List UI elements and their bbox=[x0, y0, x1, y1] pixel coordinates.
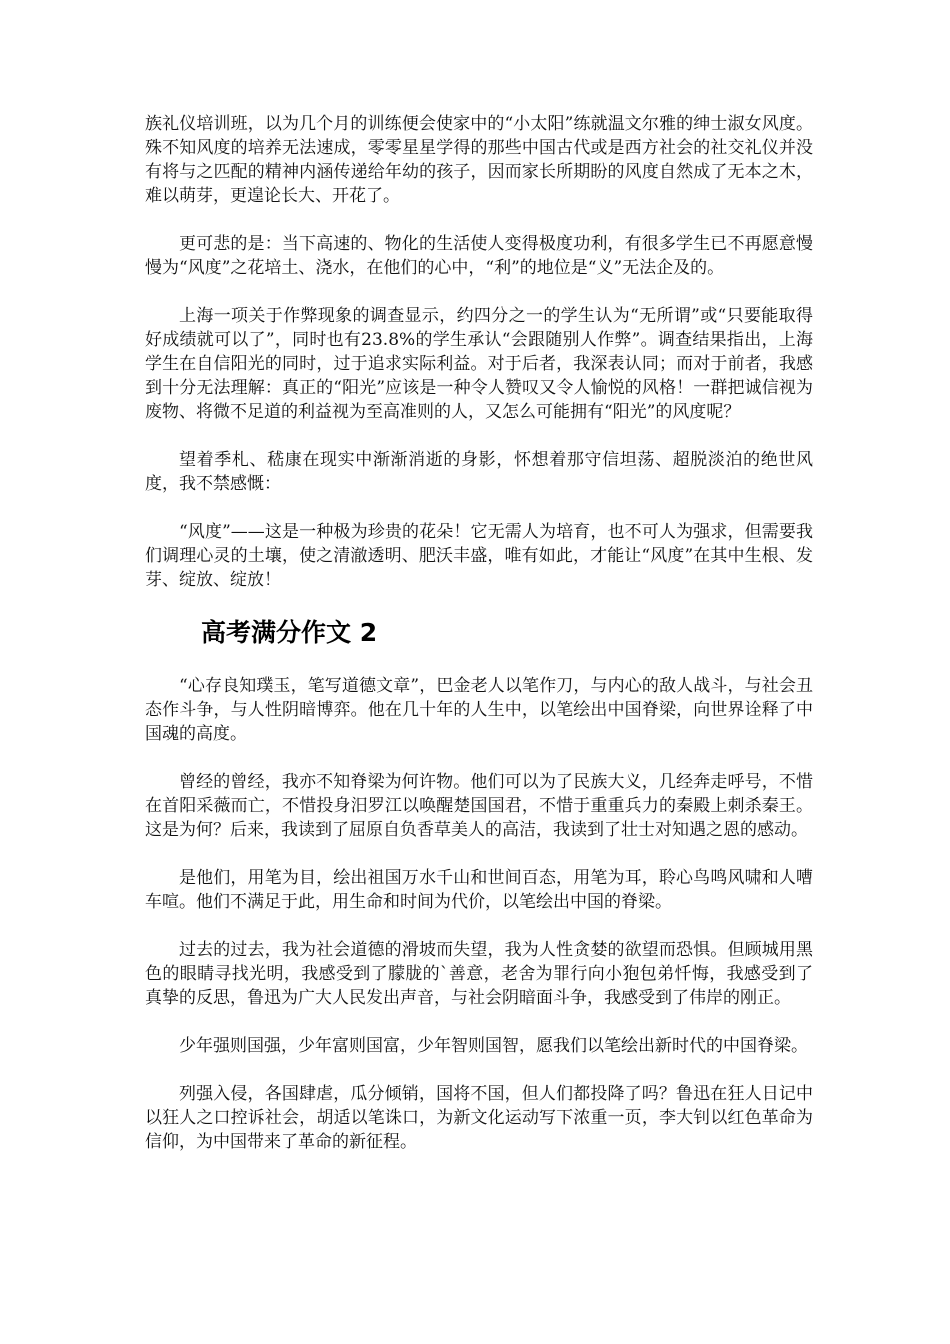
paragraph: “风度”——这是一种极为珍贵的花朵！它无需人为培育，也不可人为强求，但需要我们调理心灵的土壤，使之清澈透明、肥沃丰盛，唯有如此，才能让“风度”在其中生根、发芽、绽放、绽放！ bbox=[145, 522, 813, 590]
paragraph: 少年强则国强，少年富则国富，少年智则国智，愿我们以笔绘出新时代的中国脊梁。 bbox=[179, 1036, 808, 1056]
paragraph: 上海一项关于作弊现象的调查显示，约四分之一的学生认为“无所谓”或“只要能取得好成绩就可以了”，同时也有23.8%的学生承认“会跟随别人作弊”。调查结果指出，上海学生在自信阳光的同时，过于追求实际利益。对于后者，我深表认同；而对于前者，我感到十分无法理解：真正的“阳光”应该是一种令人赞叹又令人愉悦的风格！一群把诚信视为废物、将微不足道的利益视为至高准则的人，又怎么可能拥有“阳光”的风度呢？ bbox=[145, 306, 813, 422]
paragraph: 曾经的曾经，我亦不知脊梁为何许物。他们可以为了民族大义，几经奔走呼号，不惜在首阳采薇而亡，不惜投身汨罗江以唤醒楚国国君，不惜于重重兵力的秦殿上刺杀秦王。这是为何？后来，我读到了屈原自负香草美人的高洁，我读到了壮士对知遇之恩的感动。 bbox=[145, 772, 813, 840]
document-page bbox=[145, 112, 813, 1178]
paragraph: 列强入侵，各国肆虐，瓜分倾销，国将不国，但人们都投降了吗？鲁迅在狂人日记中以狂人之口控诉社会，胡适以笔诛口，为新文化运动写下浓重一页，李大钊以红色革命为信仰，为中国带来了革命的新征程。 bbox=[145, 1084, 813, 1152]
paragraph: 望着季札、嵇康在现实中渐渐消逝的身影，怀想着那守信坦荡、超脱淡泊的绝世风度，我不禁感慨： bbox=[145, 450, 813, 494]
paragraph: 族礼仪培训班，以为几个月的训练便会使家中的“小太阳”练就温文尔雅的绅士淑女风度。殊不知风度的培养无法速成，零零星星学得的那些中国古代或是西方社会的社交礼仪并没有将与之匹配的精神内涵传递给年幼的孩子，因而家长所期盼的风度自然成了无本之木，难以萌芽，更遑论长大、开花了。 bbox=[145, 114, 813, 206]
paragraph: 过去的过去，我为社会道德的滑坡而失望，我为人性贪婪的欲望而恐惧。但顾城用黑色的眼睛寻找光明，我感受到了朦胧的`善意，老舍为罪行向小狍包弟忏悔，我感受到了真挚的反思，鲁迅为广大人民发出声音，与社会阴暗面斗争，我感受到了伟岸的刚正。 bbox=[145, 940, 813, 1008]
paragraph: “心存良知璞玉，笔写道德文章”，巴金老人以笔作刀，与内心的敌人战斗，与社会丑态作斗争，与人性阴暗博弈。他在几十年的人生中，以笔绘出中国脊梁，向世界诠释了中国魂的高度。 bbox=[145, 676, 813, 744]
section-heading: 高考满分作文 2 bbox=[201, 618, 378, 647]
paragraph: 更可悲的是：当下高速的、物化的生活使人变得极度功利，有很多学生已不再愿意慢慢为“风度”之花培土、浇水，在他们的心中，“利”的地位是“义”无法企及的。 bbox=[145, 234, 813, 278]
paragraph: 是他们，用笔为目，绘出祖国万水千山和世间百态，用笔为耳，聆心鸟鸣风啸和人嘈车喧。他们不满足于此，用生命和时间为代价，以笔绘出中国的脊梁。 bbox=[145, 868, 813, 912]
